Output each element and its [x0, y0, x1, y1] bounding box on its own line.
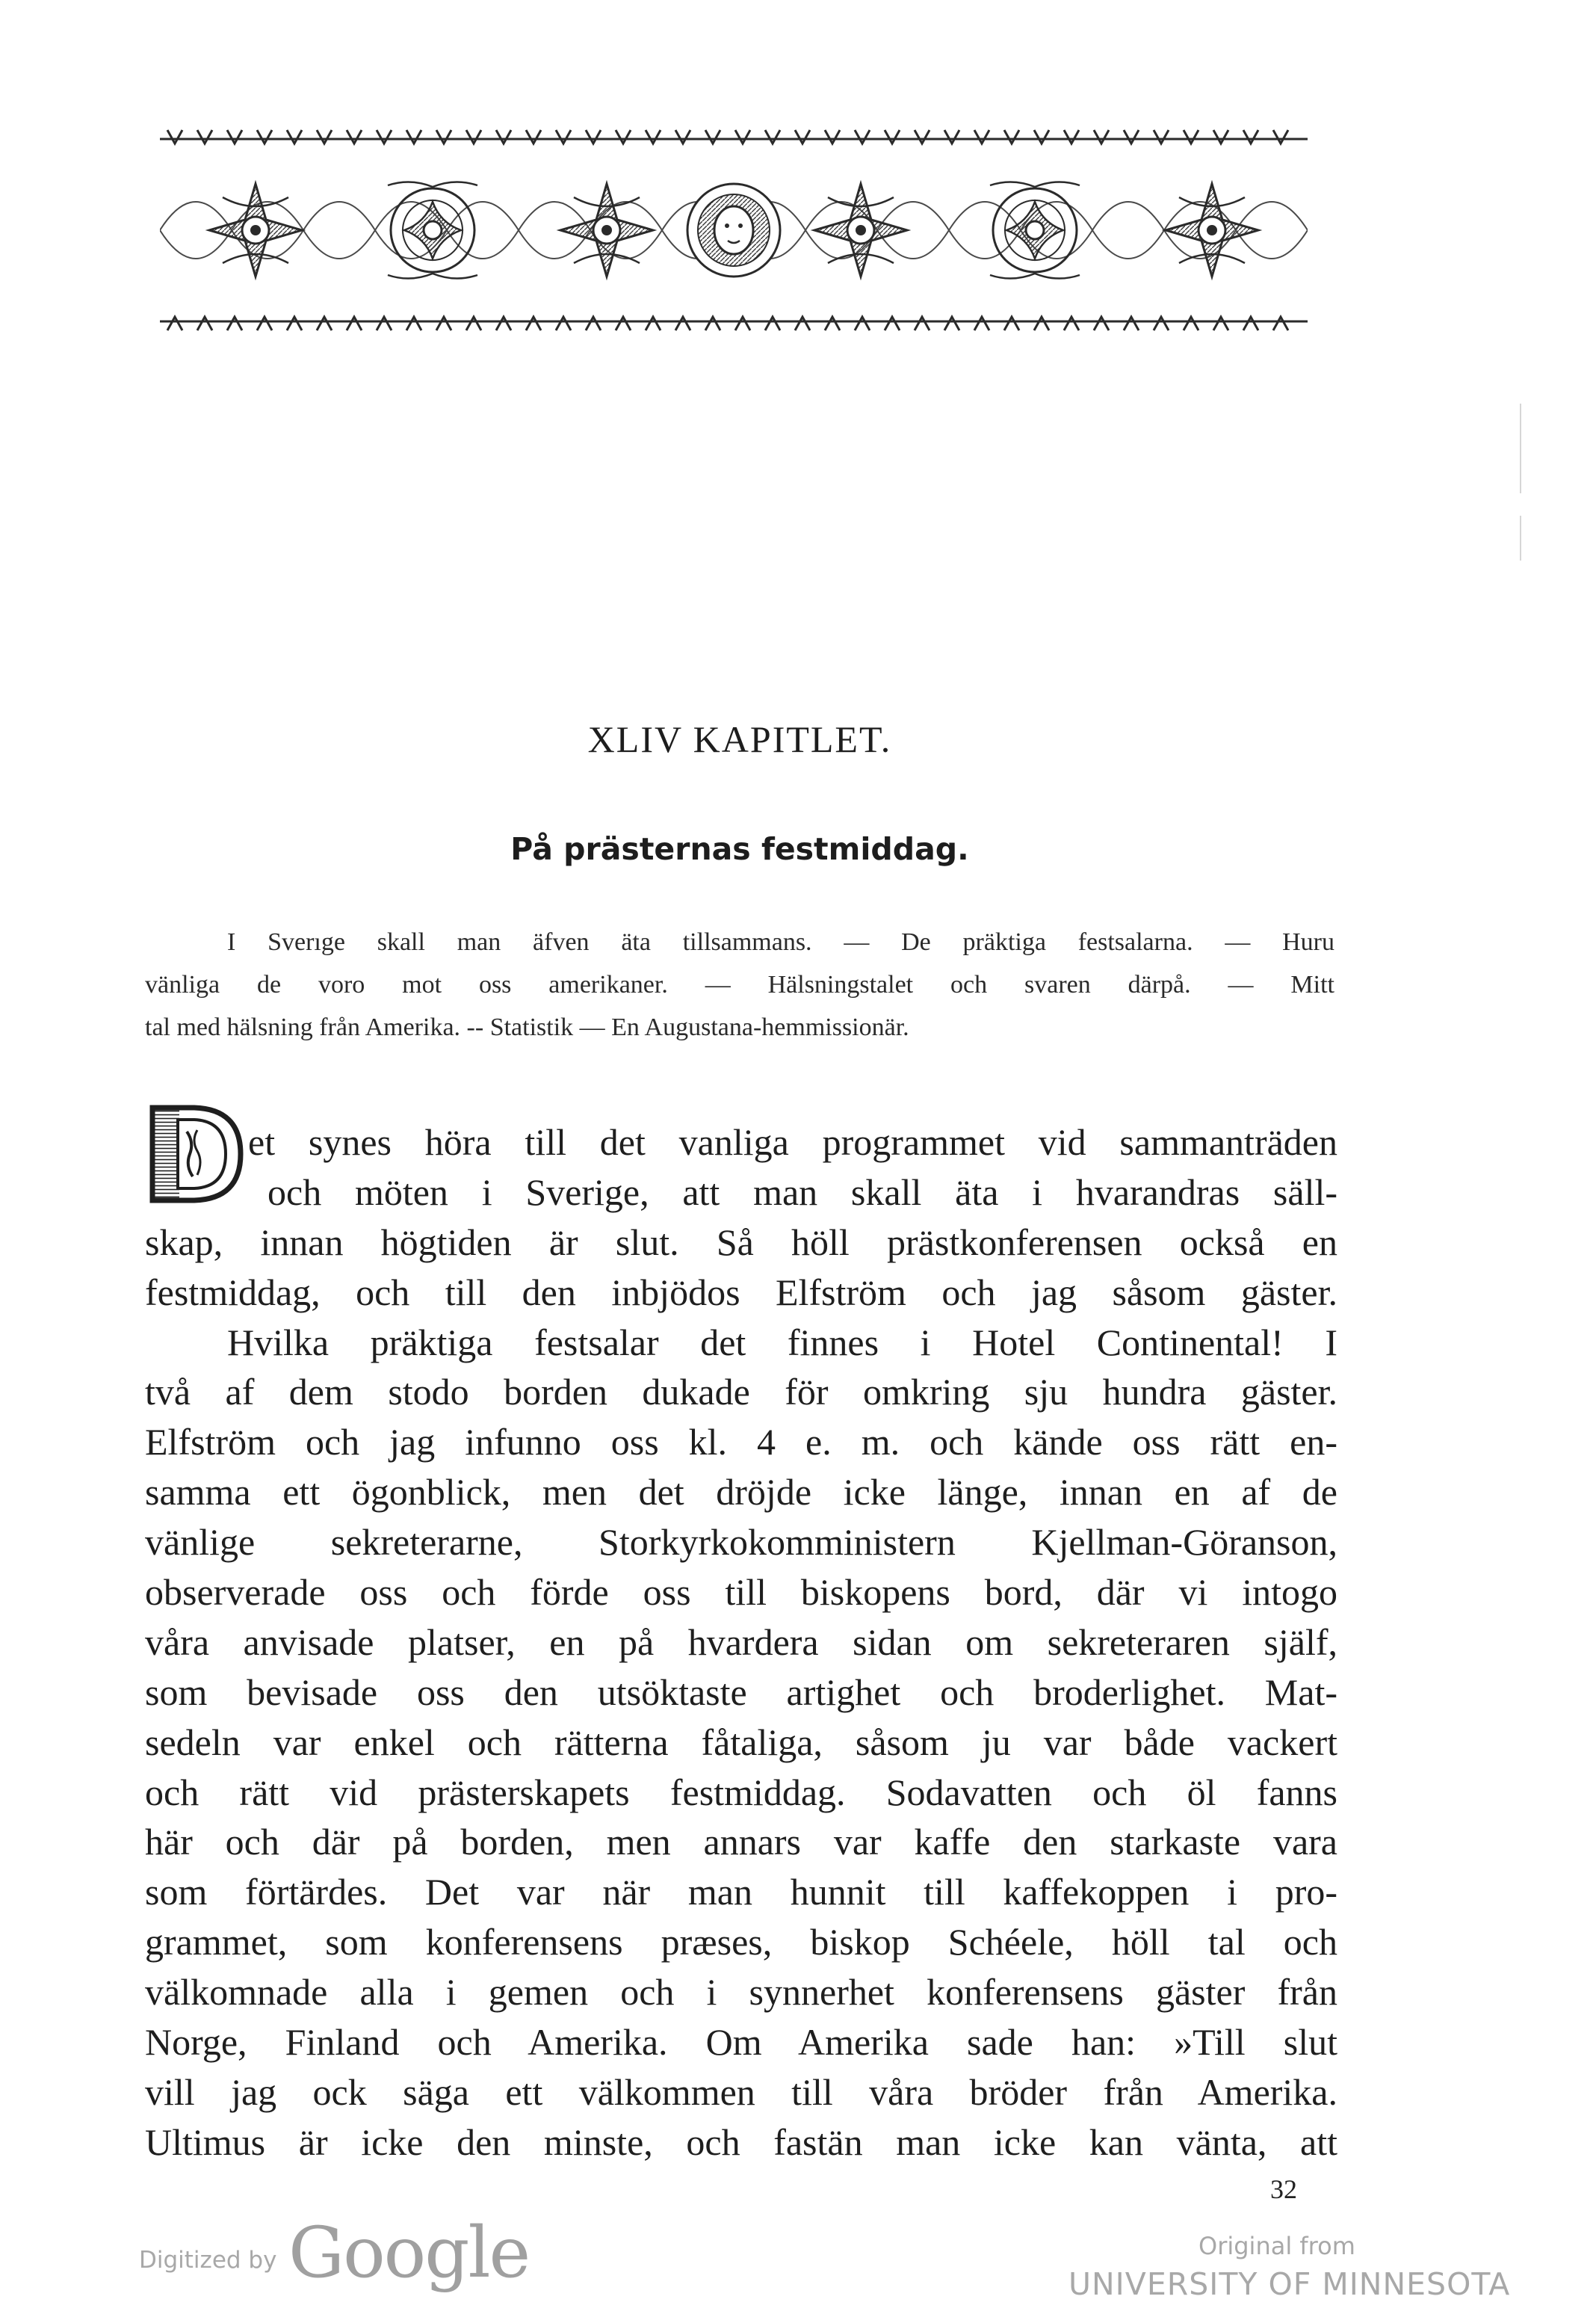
body-line: Hvilka präktiga festsalar det finnes i Hotel Continental! I [227, 1321, 1337, 1363]
page-number: 32 [1270, 2174, 1297, 2204]
chapter-summary [145, 921, 1334, 1049]
body-line: samma ett ögonblick, men det dröjde icke länge, innan en af de [145, 1471, 1337, 1514]
body-line: här och där på borden, men annars var kaffe den starkaste vara [145, 1821, 1337, 1863]
summary-line: tal med hälsning från Amerika. -- Statistik — En Augustana-hemmissionär. [145, 1014, 909, 1041]
body-line: välkomnade alla i gemen och i synnerhet konferensens gäster från [145, 1971, 1337, 2014]
body-line: Norge, Finland och Amerika. Om Amerika sade han: »Till slut [145, 2021, 1337, 2064]
body-line: och möten i Sverige, att man skall äta i hvarandras säll- [267, 1170, 1337, 1213]
body-line: Ultimus är icke den minste, och fastän man icke kan vänta, att [145, 2120, 1337, 2163]
ornamental-header-band [160, 129, 1308, 332]
body-line: som förtärdes. Det var när man hunnit till kaffekoppen i pro- [145, 1871, 1337, 1913]
body-line: observerade oss och förde oss till biskopens bord, där vi intogo [145, 1571, 1337, 1614]
chapter-heading: XLIV KAPITLET. [587, 718, 892, 760]
body-line: som bevisade oss den utsöktaste artighet och broderlighet. Mat- [145, 1670, 1337, 1713]
body-line: et synes höra till det vanliga programmet vid sammanträden [248, 1121, 1337, 1163]
scan-edge-mark [1520, 516, 1521, 561]
google-logo: Google [288, 2212, 530, 2294]
body-line: våra anvisade platser, en på hvardera sidan om sekreteraren själf, [145, 1620, 1337, 1663]
body-line: vill jag ock säga ett välkommen till våra bröder från Amerika. [145, 2070, 1337, 2113]
body-line: två af dem stodo borden dukade för omkring sju hundra gäster. [145, 1371, 1337, 1413]
body-line: skap, innan högtiden är slut. Så höll prästkonferensen också en [145, 1221, 1337, 1263]
university-label: UNIVERSITY OF MINNESOTA [1068, 2266, 1511, 2302]
digitized-by-label: Digitized by [139, 2247, 277, 2274]
body-line: grammet, som konferensens præses, biskop Schéele, höll tal och [145, 1921, 1337, 1963]
original-from-label: Original from [1198, 2232, 1355, 2260]
body-line: sedeln var enkel och rätterna fåtaliga, såsom ju var både vackert [145, 1721, 1337, 1763]
summary-line: I Sverıge skall man äfven äta tillsammans. — De präktiga festsalarna. — Huru [227, 928, 1334, 956]
body-line: och rätt vid prästerskapets festmiddag. Sodavatten och öl fanns [145, 1771, 1337, 1813]
body-text [145, 1117, 1337, 2168]
chapter-title: På prästernas festmiddag. [510, 831, 969, 867]
body-line: festmiddag, och till den inbjödos Elfström och jag såsom gäster. [145, 1271, 1337, 1313]
summary-line: vänliga de voro mot oss amerikaner. — Hälsningstalet och svaren därpå. — Mitt [145, 971, 1334, 999]
body-line: Elfström och jag infunno oss kl. 4 e. m. och kände oss rätt en- [145, 1421, 1337, 1463]
scan-edge-mark [1520, 404, 1521, 493]
body-line: vänlige sekreterarne, Storkyrkokomministern Kjellman-Göranson, [145, 1521, 1337, 1564]
